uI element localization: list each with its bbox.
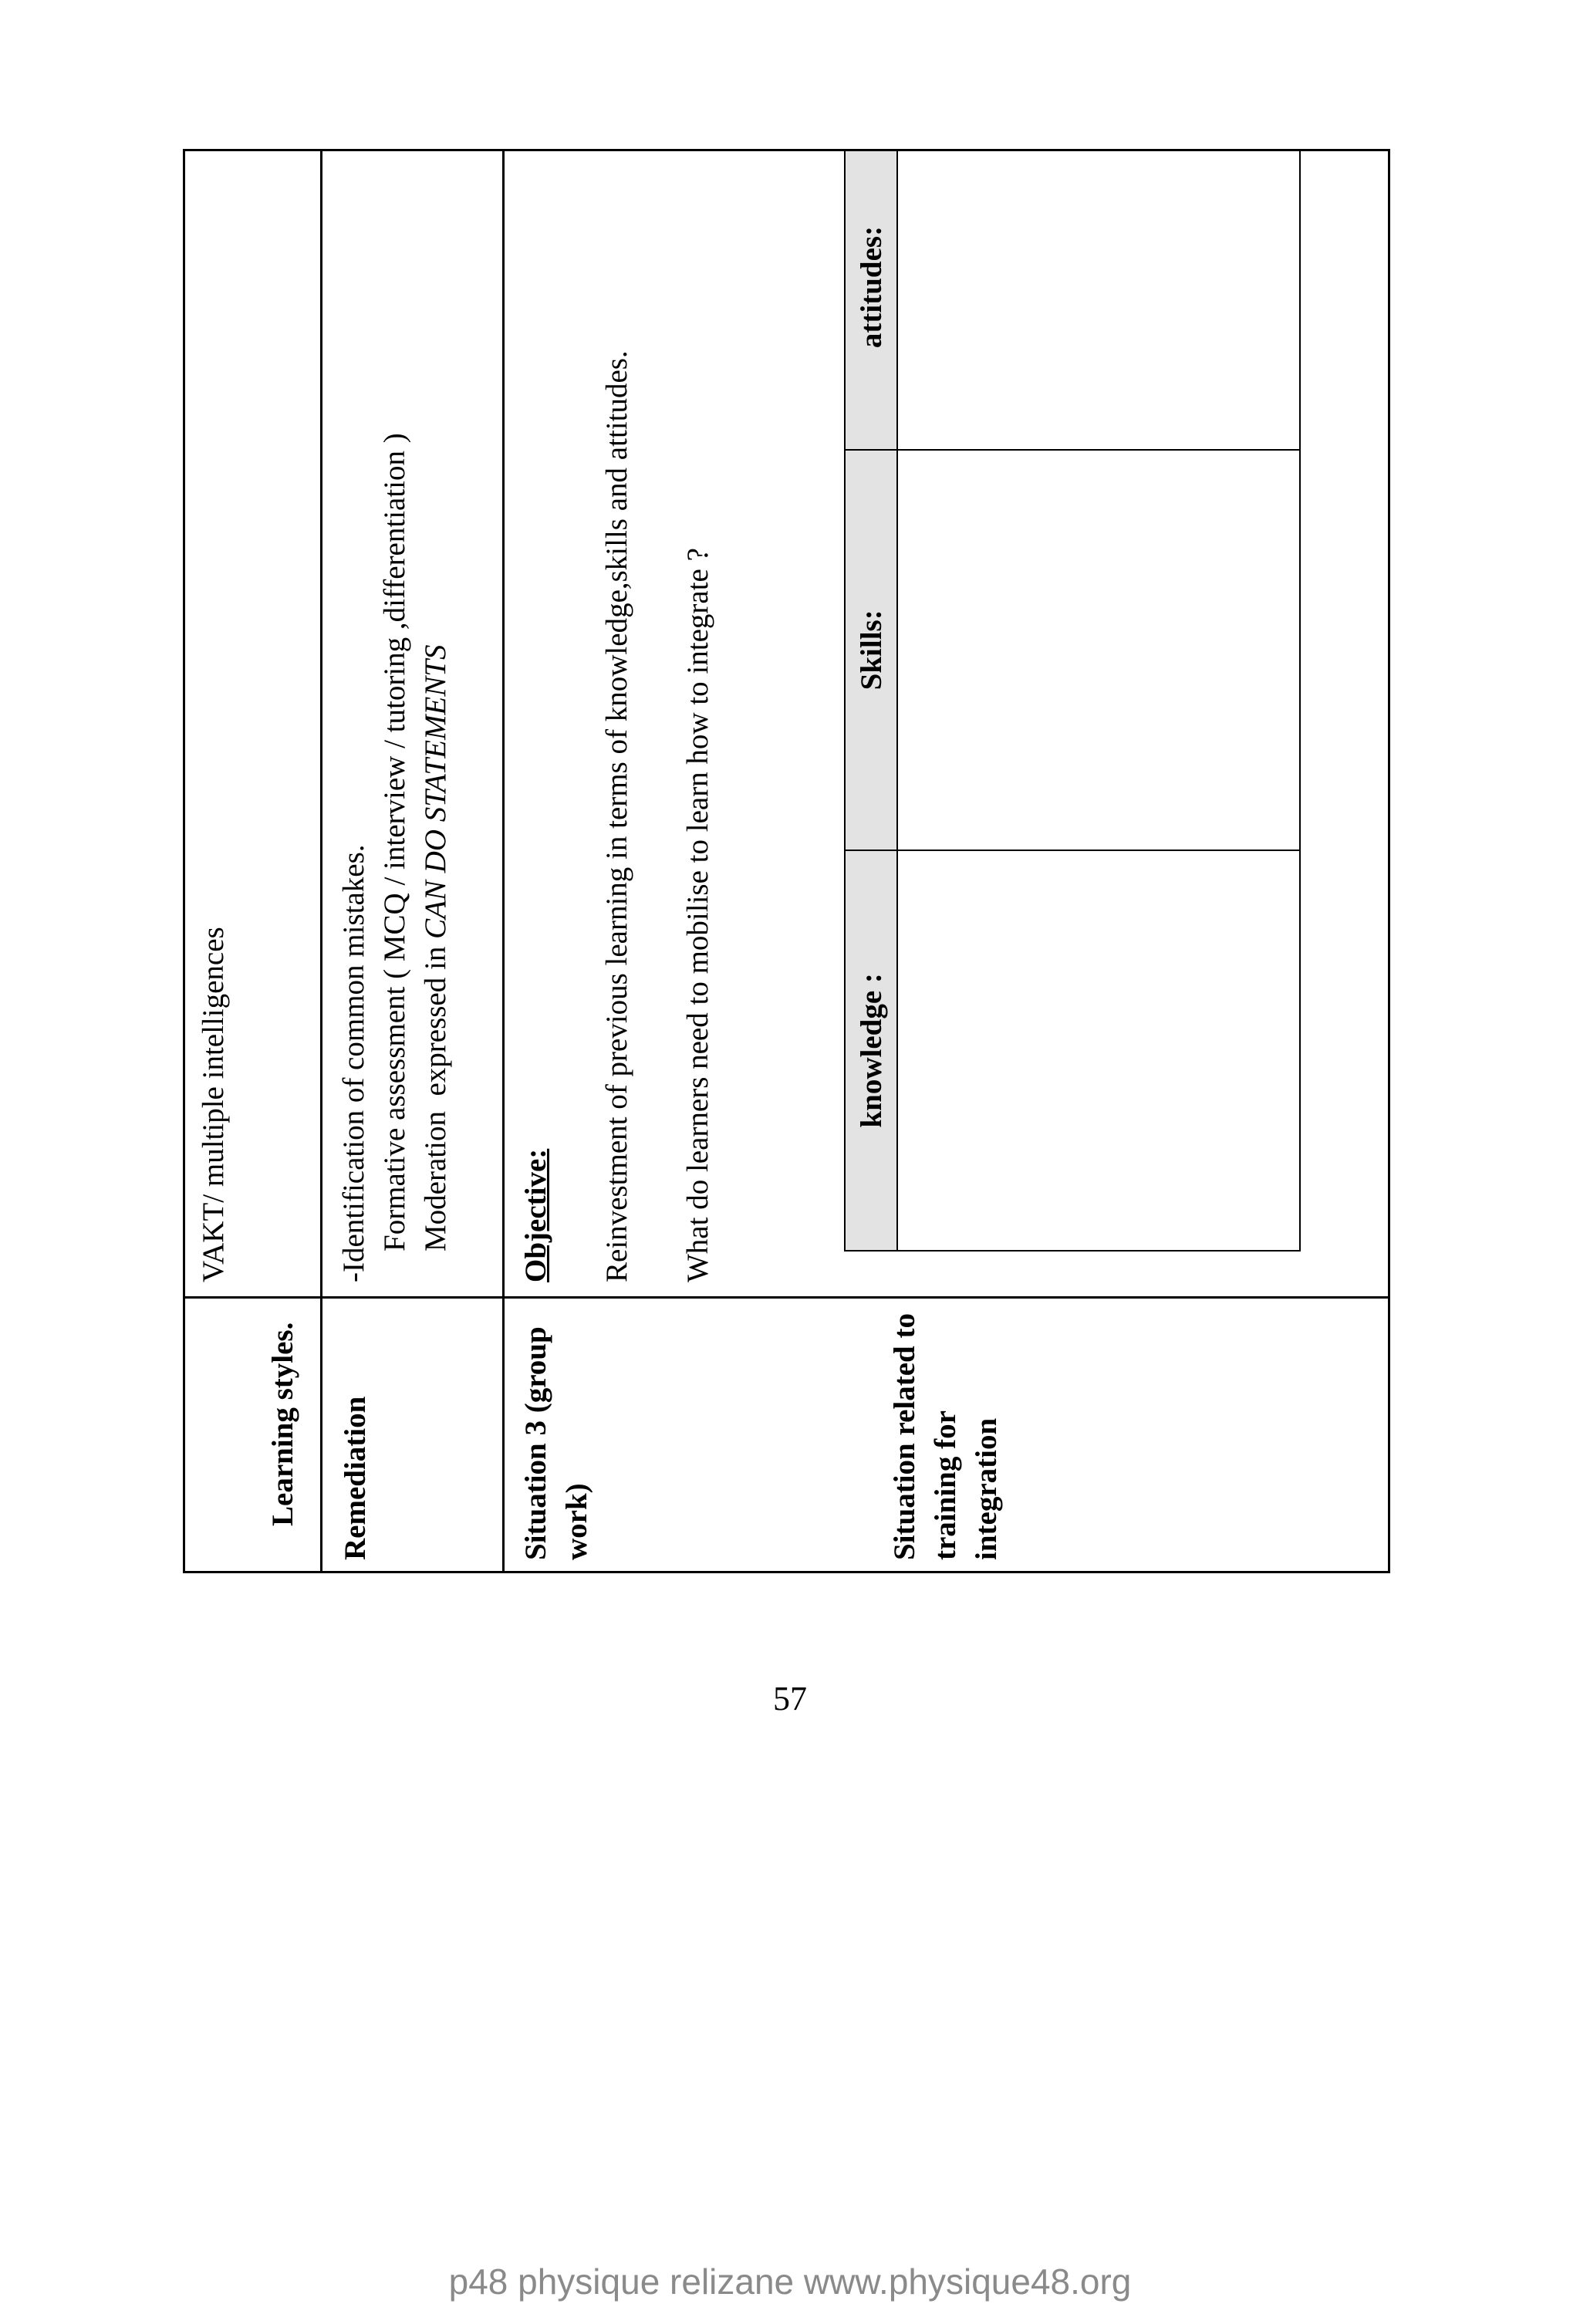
page-number: 57	[773, 1680, 807, 1718]
learning-styles-text: VAKT/ multiple intelligences	[197, 927, 230, 1282]
row-label-cell	[322, 1296, 502, 1571]
objective-text-1: Reinvestment of previous learning in terms of knowledge,skills and attitudes.	[600, 350, 633, 1282]
row-label-cell	[185, 1296, 320, 1571]
attitudes-cell	[897, 149, 1300, 450]
knowledge-cell	[897, 850, 1300, 1251]
integration-grid	[844, 149, 1301, 1252]
objective-text-2: What do learners need to mobilise to learn how to integrate ?	[681, 548, 714, 1282]
knowledge-header: knowledge :	[845, 850, 897, 1251]
footer-watermark: p48 physique relizane www.physique48.org	[448, 2262, 1132, 2302]
remediation-line-3	[415, 165, 456, 1282]
table-row-remediation	[320, 151, 502, 1571]
row-label-cell	[505, 1296, 1388, 1571]
situation-3-label: Situation 3 (group work)	[519, 1326, 593, 1560]
moderation-prefix: Moderation expressed in	[419, 938, 452, 1252]
integration-grid-header-row	[845, 149, 897, 1251]
row-content-cell	[185, 151, 320, 1296]
remediation-line-1: -Identification of common mistakes.	[337, 844, 370, 1282]
skills-cell	[897, 450, 1300, 850]
row-content-cell	[322, 151, 502, 1296]
remediation-label: Remediation	[339, 1396, 372, 1560]
rotated-table-frame	[183, 149, 1390, 1573]
rotated-table	[185, 151, 1388, 1571]
learning-styles-label: Learning styles.	[266, 1322, 299, 1526]
situation-integration-label: Situation related to training for integration	[888, 1313, 1003, 1560]
remediation-line-2: Formative assessment ( MCQ / interview / tutoring ,differentiation )	[378, 433, 411, 1252]
attitudes-header: attitudes:	[845, 149, 897, 450]
skills-header: Skills:	[845, 450, 897, 850]
table-row-learning-styles	[185, 151, 320, 1571]
table-row-situation-3	[502, 151, 1388, 1571]
objective-title: Objective:	[519, 1148, 552, 1282]
integration-grid-body-row	[897, 149, 1300, 1251]
can-do-statements: CAN DO STATEMENTS	[419, 644, 452, 939]
